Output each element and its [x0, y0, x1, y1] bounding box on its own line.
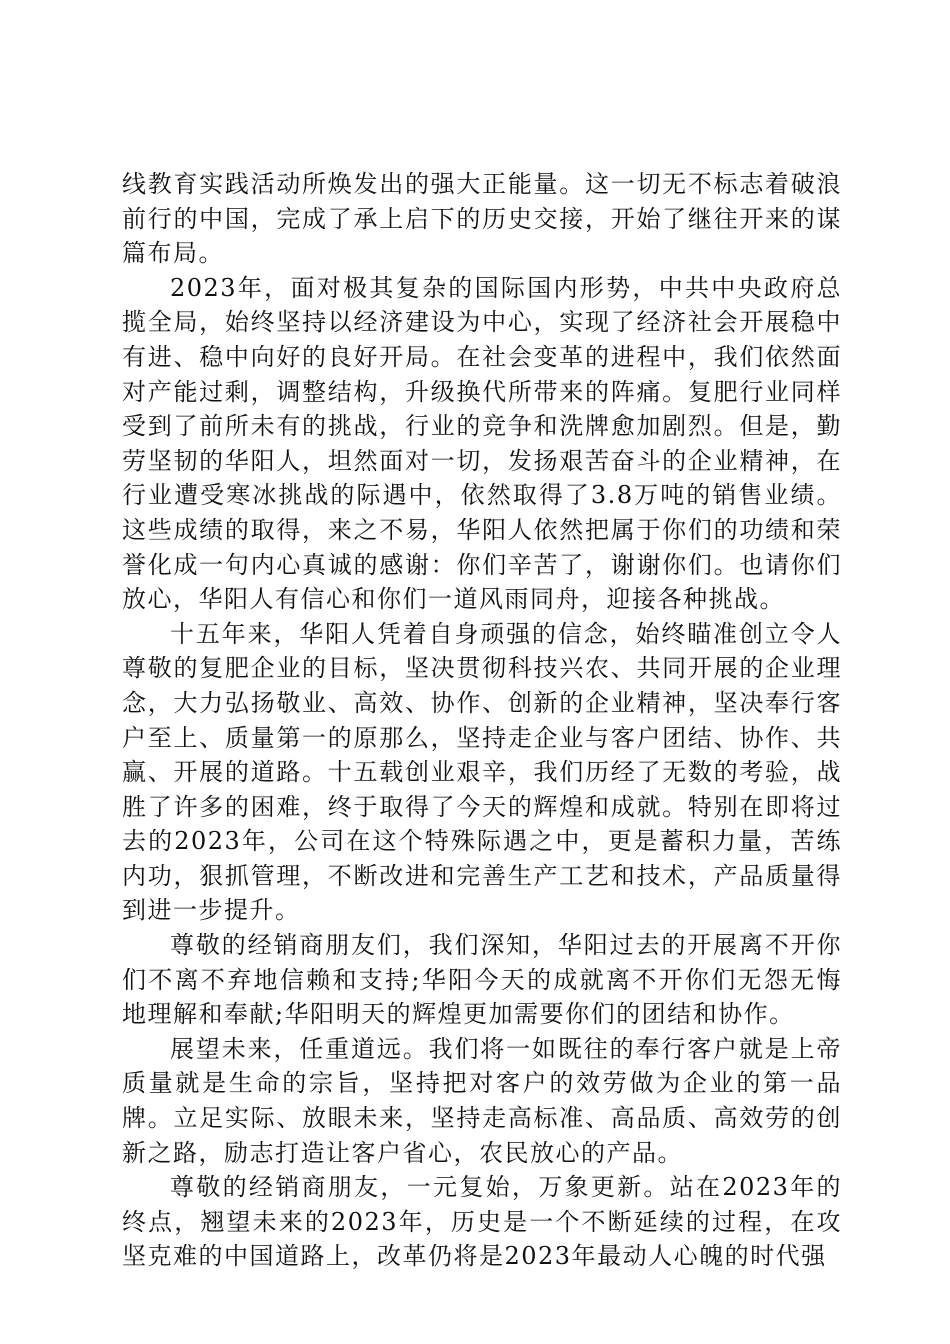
- paragraph-2023-overview: 2023年，面对极其复杂的国际国内形势，中共中央政府总揽全局，始终坚持以经济建设为中心，实现了经济社会开展稳中有进、稳中向好的良好开局。在社会变革的进程中，我们依然面对产能过剩，调整结构，升级换代所带来的阵痛。复肥行业同样受到了前所未有的挑战，行业的竞争和洗牌愈加剧烈。但是，勤劳坚韧的华阳人，坦然面对一切，发扬艰苦奋斗的企业精神，在行业遭受寒冰挑战的际遇中，依然取得了3.8万吨的销售业绩。这些成绩的取得，来之不易，华阳人依然把属于你们的功绩和荣誉化成一句内心真诚的感谢：你们辛苦了，谢谢你们。也请你们放心，华阳人有信心和你们一道风雨同舟，迎接各种挑战。: [122, 273, 842, 614]
- body-text: [122, 167, 842, 1274]
- paragraph-outlook: 展望未来，任重道远。我们将一如既往的奉行客户就是上帝质量就是生命的宗旨，坚持把对客户的效劳做为企业的第一品牌。立足实际、放眼未来，坚持走高标准、高品质、高效劳的创新之路，励志打造让客户省心，农民放心的产品。: [122, 1034, 842, 1167]
- paragraph-dealers-thanks: 尊敬的经销商朋友们，我们深知，华阳过去的开展离不开你们不离不弃地信赖和支持;华阳今天的成就离不开你们无怨无悔地理解和奉献;华阳明天的辉煌更加需要你们的团结和协作。: [122, 931, 842, 1029]
- paragraph-new-year: 尊敬的经销商朋友，一元复始，万象更新。站在2023年的终点，翘望未来的2023年，历史是一个不断延续的过程，在攻坚克难的中国道路上，改革仍将是2023年最动人心魄的时代强: [122, 1173, 842, 1271]
- paragraph-continuation: 线教育实践活动所焕发出的强大正能量。这一切无不标志着破浪前行的中国，完成了承上启下的历史交接，开始了继往开来的谋篇布局。: [122, 170, 842, 268]
- paragraph-fifteen-years: 十五年来，华阳人凭着自身顽强的信念，始终瞄准创立令人尊敬的复肥企业的目标，坚决贯彻科技兴农、共同开展的企业理念，大力弘扬敬业、高效、协作、创新的企业精神，坚决奉行客户至上、质量第一的原那么，坚持走企业与客户团结、协作、共赢、开展的道路。十五载创业艰辛，我们历经了无数的考验，战胜了许多的困难，终于取得了今天的辉煌和成就。特别在即将过去的2023年，公司在这个特殊际遇之中，更是蓄积力量，苦练内功，狠抓管理，不断改进和完善生产工艺和技术，产品质量得到进一步提升。: [122, 619, 842, 925]
